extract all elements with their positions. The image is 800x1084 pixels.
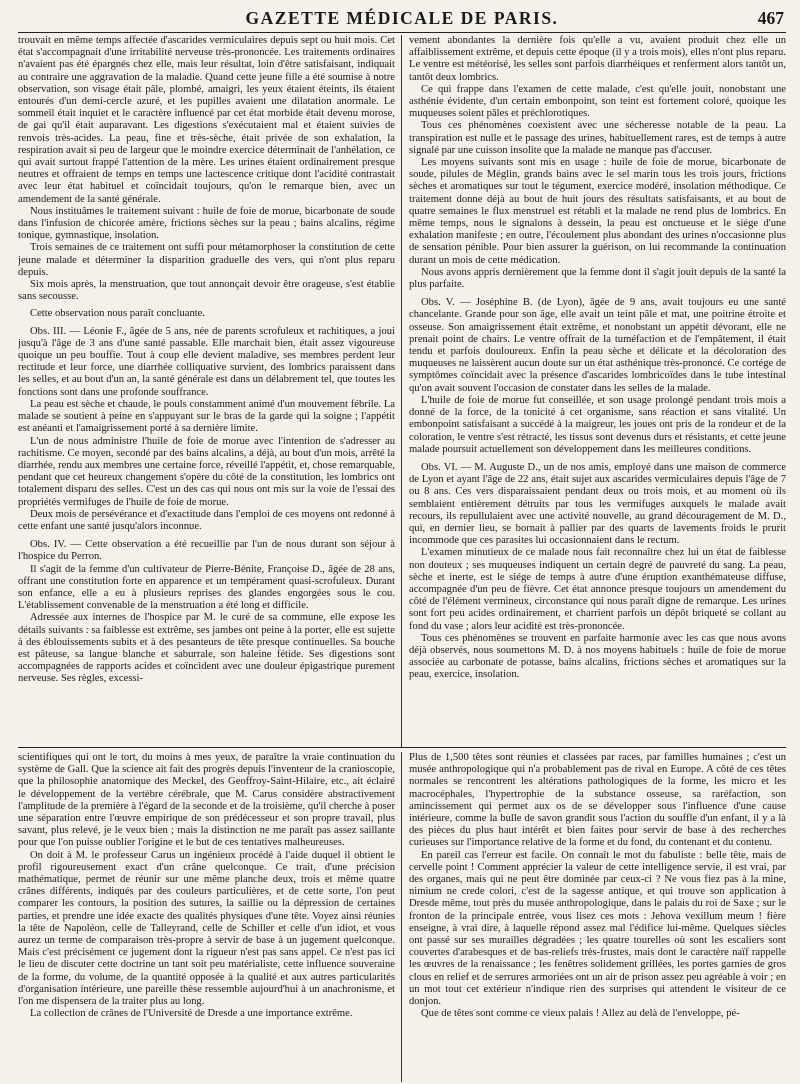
paragraph: Nous avons appris dernièrement que la femme dont il s'agit jouit depuis de la santé la plus parfaite.	[409, 266, 786, 291]
paragraph: vement abondantes la dernière fois qu'elle a vu, avaient produit chez elle un affaiblissement extrême, et depuis cette époque (il y a trois mois), elles n'ont plus reparu. Le ventre est météorisé, les selles sont parfois diarrhéiques et renferment alors tantôt un, tantôt deux lombrics.	[409, 35, 786, 83]
observation-paragraph: Obs. V. — Joséphine B. (de Lyon), âgée de 9 ans, avait toujours eu une santé chancelante. Grande pour son âge, elle avait un teint pâle et mat, une poitrine étroite et osseuse. Son amaigrissement était extrême, et nonobstant un appétit dévorant, elle ne prenait point de chairs. Le ventre offrait de la tuméfaction et de l'empâtement, il était tendu et parfois douloureux. Enfin la peau sèche et délicate et la décoloration des muqueuses ne laissèrent aucun doute sur un état asthénique très-prononcé. Ce cortége de symptômes coïncidait avec la présence d'ascarides lombricoïdes dans le tube intestinal qu'on avait souvent l'occasion de constater dans les selles de la malade.	[409, 297, 786, 394]
paragraph: On doit à M. le professeur Carus un ingénieux procédé à l'aide duquel il obtient le profil rigoureusement exact d'un crâne quelconque. Ce trait, d'une précision mathématique, permet de réunir sur une même planche deux, trois et même quatre crânes différents, indiqués par des couleurs particulières, et de cette sorte, l'on peut comparer les contours, la position des sutures, la saillie ou la dépression de certaines parties, et prendre une idée exacte des qualités physiques d'une tête. Voyez ainsi réunies la tête de Napoléon, celle de Talleyrand, celle de Schiller et celle d'un idiot, et vous aurez un terme de comparaison très-propre à servir de base à un jugement quelconque. Mais c'est précisément ce jugement dont la rigueur n'est pas sans appel. Ce n'est pas ici le lieu de discuter cette doctrine un tant soit peu matérialiste, cette influence souveraine de la forme, du volume, de la quantité opposée à la qualité et aux autres particularités d'organisation intérieure, une pareille thèse ressemble aujourd'hui à un anachronisme, et l'on me dispensera de la traiter plus au long.	[18, 849, 395, 1008]
paragraph: Ce qui frappe dans l'examen de cette malade, c'est qu'elle jouit, nonobstant une asthénie évidente, d'un certain embonpoint, son teint est fortement coloré, quoique les muqueuses soient pâles et préchlorotiques.	[409, 83, 786, 120]
paragraph: L'huile de foie de morue fut conseillée, et son usage prolongé pendant trois mois a donné de la force, de la tonicité à cet organisme, sans réaction et sans vitalité. Un embonpoint satisfaisant a succédé à la maigreur, les joues ont pris de la rondeur et de la coloration, le ventre s'est rétracté, les tissus sont devenus durs et résistants, et cette jeune malade poursuit actuellement son développement dans les meilleures conditions.	[409, 394, 786, 455]
observation-paragraph: Obs. IV. — Cette observation a été recueillie par l'un de nous durant son séjour à l'hospice du Perron.	[18, 539, 395, 563]
paragraph: La collection de crânes de l'Université de Dresde a une importance extrême.	[30, 1008, 353, 1020]
upper-left-column	[18, 35, 402, 747]
paragraph: Plus de 1,500 têtes sont réunies et classées par races, par familles humaines ; c'est un musée anthropologique qui n'a probablement pas de rival en Europe. A côté de ces têtes normales se rencontrent les altérations pathologiques de la forme, les micro et les macrocéphales, l'hypertrophie de la substance osseuse, sa raréfaction, son amincissement qui permet aux os de se développer sous l'influence d'une cause intérieure, comme la bulle de savon grandit sous l'action du souffle d'un enfant, il y a là des pièces du plus haut intérêt et bien faites pour servir de base à des recherches curieuses sur l'importance relative de la forme et du fond, du contenant et du contenu.	[409, 752, 786, 849]
paragraph: La peau est sèche et chaude, le pouls constamment animé d'un mouvement fébrile. La malade se soutient à peine en s'appuyant sur le bras de la garde qui la soigne ; l'appétit est anéanti et l'amaigrissement porté à sa dernière limite.	[18, 398, 395, 435]
lower-right-column	[402, 752, 786, 1082]
page-header	[18, 6, 786, 33]
paragraph: L'un de nous administre l'huile de foie de morue avec l'intention de s'adresser au rachitisme. Ce moyen, secondé par des bains alcalins, a déjà, au bout d'un mois, arrêté la diarrhée, rendu aux membres une certaine force, réveillé l'appétit, et, chose remarquable, pendant que cet heureux changement s'opère du côté de la constitution, les lombrics ont totalement disparu des selles. C'est un des cas qui nous ont mis sur la voie de l'essai des propriétés vermifuges de l'huile de foie de morue.	[18, 435, 395, 508]
page-number: 467	[757, 8, 784, 28]
paragraph: Tous ces phénomènes coexistent avec une sécheresse notable de la peau. La transpiration est nulle et le passage des urines, habituellement rares, est de temps à autre signalé par une cuisson insolite que la malade ne manque pas d'accuser.	[409, 120, 786, 156]
paragraph: L'examen minutieux de ce malade nous fait reconnaître chez lui un état de faiblesse non douteux ; ses muqueuses indiquent un certain degré de pauvreté du sang. La peau, sèche et inerte, est le siége de temps à autre d'une éruption exanthémateuse diffuse, accompagnée d'un peu de fièvre. Cet état annonce presque toujours un amendement du côté de l'élément vermineux, circonstance qui nous paraît digne de remarque. Les urines sont fort peu acides ordinairement, et charrient parfois un dépôt briqueté se collant au fond du vase ; alors leur acidité est très-prononcée.	[409, 547, 786, 632]
upper-right-column	[402, 35, 786, 747]
paragraph: Adressée aux internes de l'hospice par M. le curé de sa commune, elle expose les détails suivants : sa faiblesse est extrême, ses jambes ont peine à la porter, elle est sujette à des éblouissements subits et à des pesanteurs de tête presque continuelles. Sa bouche est pâteuse, sa langue blanche et saburrale, son haleine fétide. Ses digestions sont accompagnées de rapports acides et coïncident avec une douleur épigastrique purement nerveuse. Ses règles, excessi-	[18, 612, 395, 685]
lower-section-feuilleton	[18, 752, 786, 1082]
paragraph: Tous ces phénomènes se trouvent en parfaite harmonie avec les cas que nous avons déjà observés, nous soumettons M. D. à nos moyens habituels : huile de foie de morue associée au carbonate de potasse, bains alcalins, frictions sèches et aromatiques sur la peau, exercice, insolation.	[409, 632, 786, 681]
paragraph: Nous instituâmes le traitement suivant : huile de foie de morue, bicarbonate de soude dans l'infusion de chicorée amère, frictions sèches sur la peau ; bains alcalins, régime tonique, gymnastique, insolation.	[18, 205, 395, 242]
section-heading: Cette observation nous paraît concluante.	[30, 308, 206, 320]
paragraph: Il s'agit de la femme d'un cultivateur de Pierre-Bénite, Françoise D., âgée de 28 ans, offrant une constitution forte en apparence et un tempérament quasi-scrofuleux. Durant son enfance, elle a eu à plusieurs reprises des glandes engorgées sous le cou. L'établissement convenable de la menstruation a été long et difficile.	[18, 563, 395, 612]
observation-paragraph: Obs. III. — Léonie F., âgée de 5 ans, née de parents scrofuleux et rachitiques, a joui jusqu'à l'âge de 3 ans d'une santé passable. Elle marchait bien, était assez vigoureuse quoique un peu bouffie. Tout à coup elle devient maladive, ses membres perdent leur rectitude et leur force, une diarrhée colliquative survient, des lombrics paraissent dans les selles, et au bout d'un an, la santé générale est dans un délabrement tel, que toutes les fonctions sont dans une profonde souffrance.	[18, 325, 395, 398]
upper-section	[18, 35, 786, 748]
paragraph: trouvait en même temps affectée d'ascarides vermiculaires depuis sept ou huit mois. Cet état s'accompagnait d'une irritabilité nerveuse très-prononcée. Les traitements ordinaires n'avaient pas été épargnés chez elle, mais leur résultat, loin d'être satisfaisant, indiquait au contraire une aggravation de la maladie. Quand cette jeune fille a été soumise à notre observation, son visage était pâle, plombé, amaigri, les yeux étaient éteints, ils étaient entourés d'un demi-cercle azuré, et les pupilles avaient une dilatation anormale. Le sommeil était inquiet et le caractère influencé par cet état morbide était devenu morose, de gai qu'il était auparavant. Les digestions s'exécutaient mal et étaient suivies de renvois très-acides. La peau, fine et très-sèche, était privée de son exhalation, la respiration avait si peu de largeur que le moindre exercice déterminait de l'anhélation, ce qui avait surtout frappé l'attention de la mère. Les urines étaient ordinairement presque neutres et offraient de temps en temps une lactescence critique dont l'acidité contrastait avec leur état habituel et coïncidait toujours, qu'on le remarque bien, avec un amendement de la santé générale.	[18, 35, 395, 205]
paragraph: Trois semaines de ce traitement ont suffi pour métamorphoser la constitution de cette jeune malade et déterminer la disparition graduelle des vers, qui n'ont plus reparu depuis.	[18, 242, 395, 278]
paragraph: Que de têtes sont comme ce vieux palais ! Allez au delà de l'enveloppe, pé-	[421, 1008, 740, 1020]
paragraph: scientifiques qui ont le tort, du moins à mes yeux, de paraître la vraie continuation du système de Gall. Que la science ait fait des progrès depuis l'inventeur de la cranioscopie, que la philosophie anatomique des Meckel, des Geoffroy-Saint-Hilaire, etc., ait éclairé le développement de la vertèbre cérébrale, que M. Carus considère abstractivement l'amplitude de la première à l'égard de la seconde et de la troisième, qu'il cherche à poser une séparation entre l'œuvre empirique de son prédécesseur et son propre travail, plus savant, plus relevé, je le veux bien ; mais la distinction ne me paraît pas assez saillante pour que l'on puisse oublier l'origine et le but de ces tentatives malheureuses.	[18, 752, 395, 849]
lower-left-column	[18, 752, 402, 1082]
paragraph: Six mois après, la menstruation, que tout annonçait devoir être orageuse, s'est établie sans secousse.	[18, 279, 395, 303]
paragraph: Les moyens suivants sont mis en usage : huile de foie de morue, bicarbonate de soude, pilules de Méglin, grands bains avec le sel marin tous les trois jours, frictions sèches et aromatiques sur tout le tégument, exercice modéré, insolation méthodique. Ce traitement donne déjà au bout de huit jours des résultats satisfaisants, et au bout de quatre semaines le flux menstruel est rétabli et la malade ne rend plus de lombrics. En même temps, nous le signalons à dessein, la peau est onctueuse et le siége d'une exhalation manifeste ; en outre, l'écoulement plus abondant des urines n'occasionne plus de sensation pénible. Pour bien assurer la guérison, on lui recommande la continuation durant un mois de cette médication.	[409, 157, 786, 266]
paragraph: Deux mois de persévérance et d'exactitude dans l'emploi de ces moyens ont redonné à cette enfant une santé jusqu'alors inconnue.	[18, 508, 395, 532]
journal-title: GAZETTE MÉDICALE DE PARIS.	[245, 8, 559, 28]
paragraph: En pareil cas l'erreur est facile. On connaît le mot du fabuliste : belle tête, mais de cervelle point ! Comment apprécier la valeur de cette intelligence servie, il est vrai, par des organes, mais qui ne peut être dominée par ceux-ci ? Ne vous fiez pas à la mine, nimium ne crede colori, c'est de la sagesse antique, et qui trouve son application à Dresde même, tout près du musée anthropologique, dans le palais du roi de Saxe ; sur le fronton de la principale entrée, vous lisez ces mots : Jehova vexillum meum ! fière enseigne, à vrai dire, à laquelle répond assez mal l'édifice lui-même. Quelques siècles ont passé sur ses murailles dégradées ; les quatre tourelles où sont les escaliers sont couvertes d'arabesques et de bas-reliefs très-frustes, mais dont le caractère naïf rappelle les œuvres de la renaissance ; les fenêtres solidement grillées, les portes garnies de gros clous en relief et de serrures armoriées ont un air de prison assez peu agréable à voir ; en un mot tout cet extérieur n'indique rien des surprises qui attendent le visiteur de ce donjon.	[409, 849, 786, 1008]
observation-paragraph: Obs. VI. — M. Auguste D., un de nos amis, employé dans une maison de commerce de Lyon et ayant l'âge de 22 ans, était sujet aux ascarides vermiculaires depuis l'âge de 7 ou 8 ans. Ces vers disparaissaient pendant deux ou trois mois, et au moment où ils semblaient entièrement détruits par tous les vermifuges auxquels le malade avait recours, ils repullulaient avec une activité nouvelle, au grand découragement de M. D., qui, en dernier lieu, se bornait à pallier par des quarts de lavements froids le prurit incommode que ces parasites lui occasionnaient dans le rectum.	[409, 461, 786, 547]
